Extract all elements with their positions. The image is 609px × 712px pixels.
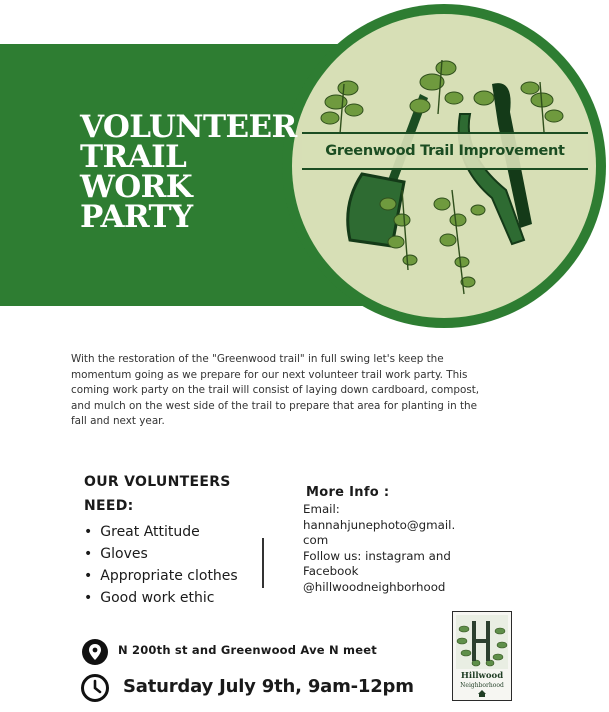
vertical-divider bbox=[262, 538, 264, 588]
clock-icon bbox=[80, 673, 110, 703]
email-link-continued[interactable]: com bbox=[303, 533, 329, 548]
title-line: VOLUNTEER bbox=[80, 109, 297, 145]
more-info-heading: More Info : bbox=[306, 485, 390, 500]
location-text: N 200th st and Greenwood Ave N meet bbox=[118, 643, 377, 657]
logo-text: Greenwood Trail Improvement bbox=[325, 143, 565, 159]
map-pin-icon bbox=[81, 638, 109, 666]
list-item: • Gloves bbox=[84, 543, 238, 565]
info-line: Email: bbox=[303, 502, 340, 516]
hillwood-emblem-icon bbox=[456, 615, 508, 669]
event-date: Saturday July 9th, 9am-12pm bbox=[123, 676, 414, 697]
title-line: WORK bbox=[80, 169, 193, 205]
title-line: TRAIL bbox=[80, 139, 187, 175]
house-icon bbox=[478, 690, 486, 697]
more-info-body bbox=[303, 502, 499, 596]
list-item: • Appropriate clothes bbox=[84, 565, 238, 587]
hillwood-logo bbox=[452, 611, 512, 701]
email-link[interactable]: hannahjunephoto@gmail. bbox=[303, 517, 456, 532]
list-item: • Great Attitude bbox=[84, 521, 238, 543]
info-line: Follow us: instagram and bbox=[303, 548, 451, 563]
logo-banner bbox=[302, 132, 588, 170]
hillwood-name: Hillwood bbox=[460, 671, 504, 681]
social-handle[interactable]: @hillwoodneighborhood bbox=[303, 579, 446, 594]
title-line: PARTY bbox=[80, 199, 193, 235]
list-item: • Good work ethic bbox=[84, 587, 238, 609]
info-line: Facebook bbox=[303, 564, 359, 579]
page-title bbox=[80, 109, 297, 235]
needs-heading: OUR VOLUNTEERS NEED: bbox=[84, 474, 231, 514]
needs-list bbox=[84, 521, 238, 609]
intro-paragraph: With the restoration of the "Greenwood trail" in full swing let's keep the momentum going as we prepare for our next volunteer trail work party. This coming work party on the trail will consist of laying down cardboard, compost, and mulch on the west side of the trail to prepare that area for planting in the fall and next year. bbox=[71, 353, 480, 428]
hillwood-subtitle: Neighborhood bbox=[460, 682, 504, 689]
